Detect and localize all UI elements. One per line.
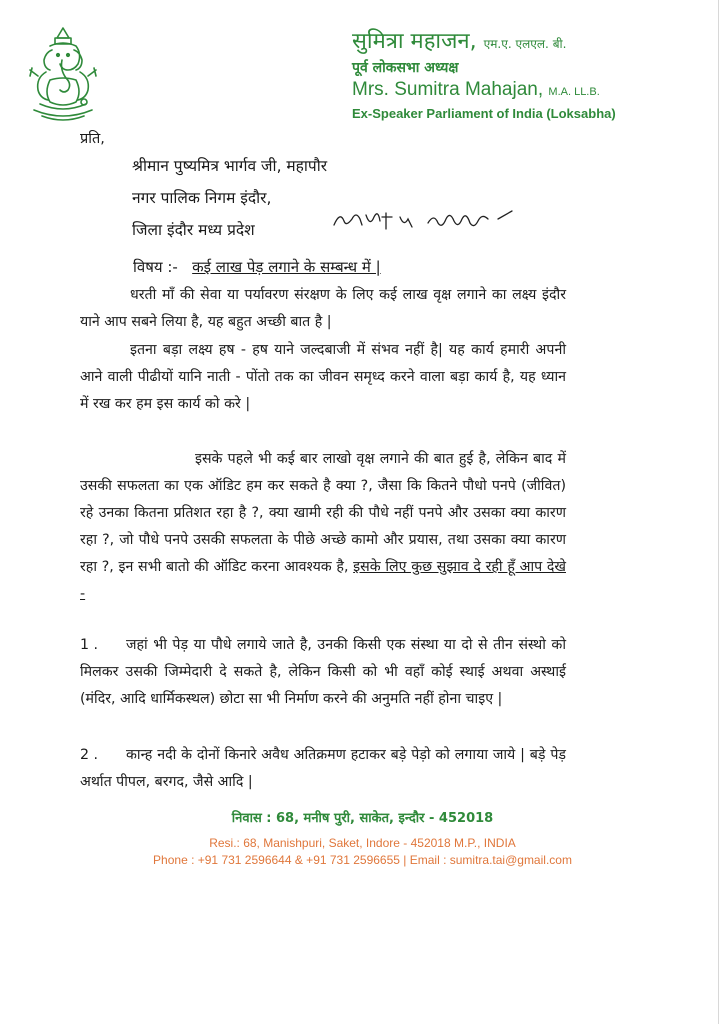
ganesha-logo-icon [22,24,104,124]
degree-english: M.A. LL.B. [548,86,600,98]
recipient-line-1: श्रीमान पुष्यमित्र भार्गव जी, महापौर [132,157,328,175]
title-hindi: पूर्व लोकसभा अध्यक्ष [352,60,459,76]
salutation: प्रति, [80,131,105,147]
footer-contact: Phone : +91 731 2596644 & +91 731 2596655 | Email : sumitra.tai@gmail.com [153,853,572,867]
recipient-line-3: जिला इंदौर मध्य प्रदेश [132,221,255,239]
degree-hindi: एम.ए. एलएल. बी. [483,37,567,51]
footer-address-english: Resi.: 68, Manishpuri, Saket, Indore - 452018 M.P., INDIA [209,836,516,850]
subject-label: विषय :- [133,258,178,276]
subject-line [133,254,381,280]
recipient-line-2: नगर पालिक निगम इंदौर, [132,189,272,207]
name-english: Mrs. Sumitra Mahajan, [352,79,544,100]
point-text: जहां भी पेड़ या पौधे लगाये जाते है, उनकी किसी एक संस्था या दो से तीन संस्थो को मिलकर उसकी जिम्मेदारी दे सकते है, लेकिन किसी को भी वहाँ कोई स्थाई अथवा अस्थाई (मंदिर, आदि धार्मिकस्थल) छोटा सा भी निर्माण करने की अनुमति नहीं होना चाइए | [80,637,566,707]
point-2 [80,742,566,796]
title-english: Ex-Speaker Parliament of India (Loksabha) [352,106,616,121]
point-number: 1 . [80,637,99,653]
letterhead-name-hindi [352,28,712,58]
footer-address-hindi: निवास : 68, मनीष पुरी, साकेत, इन्दौर - 452018 [231,811,494,826]
letterhead-name-english [352,78,712,104]
point-1 [80,632,566,713]
paragraph-3 [80,446,566,608]
paragraph-3-text: इसके पहले भी कई बार लाखो वृक्ष लगाने की बात हुई है, लेकिन बाद में उसकी सफलता का एक ऑडिट हम कर सकते है क्या ?, जैसा कि कितने पौधो पनपे (जीवित) रहे उनका कितना प्रतिशत रहा है ?, क्या खामी रही की पौधे नहीं पनपे और उसका क्या कारण रहा ?, जो पौधे पनपे उसकी सफलता के पीछे अच्छे कामो और प्रयास, तथा उसका क्या कारण रहा ?, इन सभी बातो की ऑडिट करना आवश्यक है, [80,451,566,575]
point-number: 2 . [80,747,99,763]
paragraph-2: इतना बड़ा लक्ष्य हष - हष याने जल्दबाजी में संभव नहीं है| यह कार्य हमारी अपनी आने वाली पीढीयों यानि नाती - पोंतो तक का जीवन समृध्द करने वाला बड़ा कार्य है, यह ध्यान में रख कर हम इस कार्य को करे | [80,342,566,412]
page-edge-line [718,0,719,1024]
name-hindi: सुमित्रा महाजन, [352,29,477,54]
point-text: कान्ह नदी के दोनों किनारे अवैध अतिक्रमण हटाकर बड़े पेड़ो को लगाया जाये | बड़े पेड़ अर्थात पीपल, बरगद, जैसे आदि | [80,747,566,790]
handwritten-signature-icon [330,205,530,235]
subject-text: कई लाख पेड़ लगाने के सम्बन्ध में | [192,258,381,276]
paragraph-1: धरती माँ की सेवा या पर्यावरण संरक्षण के लिए कई लाख वृक्ष लगाने का लक्ष्य इंदौर याने आप सबने लिया है, यह बहुत अच्छी बात है | [80,287,566,330]
paragraph-3-underlined: इसके लिए कुछ सुझाव दे रही हूँ आप देखे - [80,559,566,602]
letterhead [352,28,712,124]
